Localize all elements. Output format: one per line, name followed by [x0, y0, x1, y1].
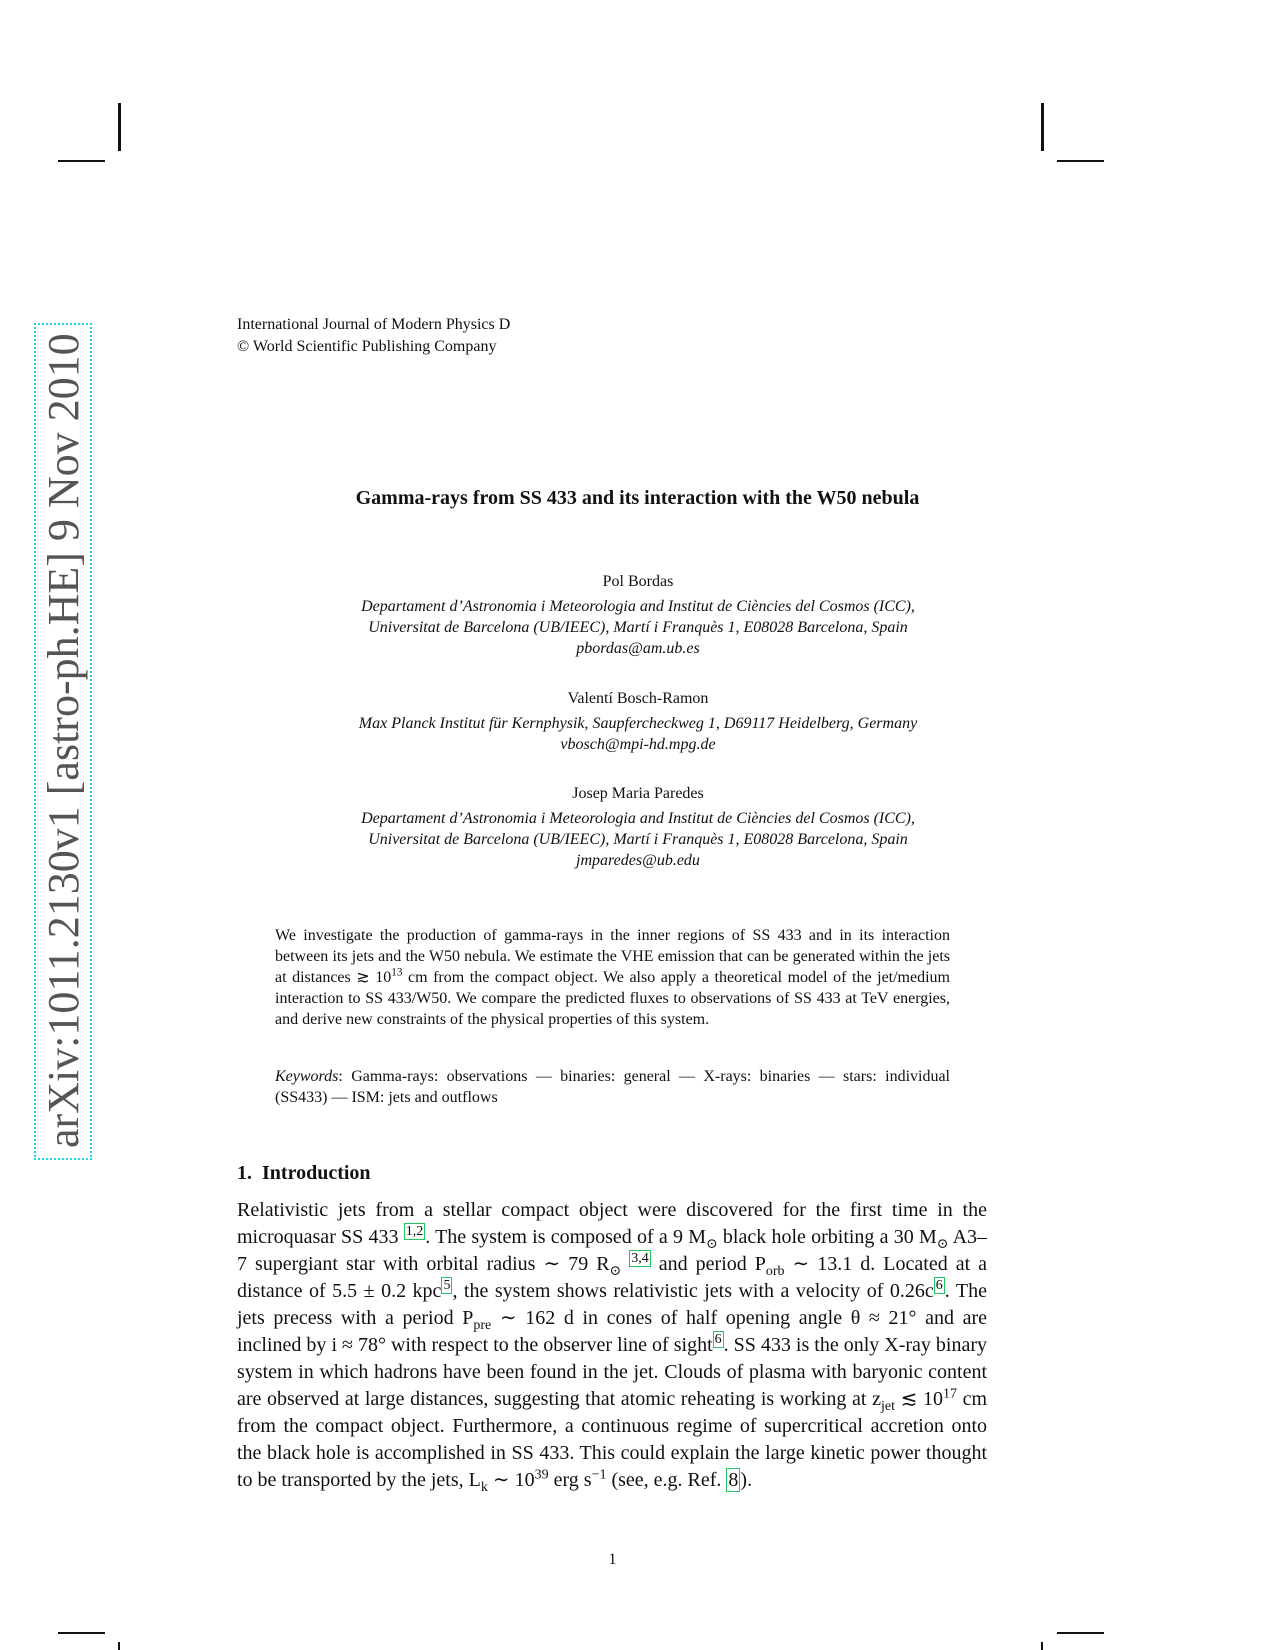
citation-link[interactable]: 1,2 [405, 1224, 424, 1240]
page-number: 1 [608, 1551, 617, 1568]
crop-mark [1041, 103, 1044, 151]
citation-link[interactable]: 6 [935, 1278, 943, 1294]
author-affiliation: Departament d’Astronomia i Meteorologia and Institut de Ciències del Cosmos (ICC), [361, 810, 915, 827]
keywords-text: : Gamma-rays: observations — binaries: general — X-rays: binaries — stars: individual (SS433) — ISM: jets and outflows [275, 1068, 950, 1106]
section-title: Introduction [262, 1162, 371, 1184]
author-affiliation: Universitat de Barcelona (UB/IEEC), Martí i Franquès 1, E08028 Barcelona, Spain [368, 619, 908, 636]
author-affiliation: Departament d’Astronomia i Meteorologia and Institut de Ciències del Cosmos (ICC), [361, 598, 915, 615]
crop-mark [1057, 160, 1104, 162]
author-block [238, 688, 1038, 755]
paper-title: Gamma-rays from SS 433 and its interaction with the W50 nebula [355, 487, 920, 509]
citation-link[interactable]: 8 [728, 1469, 739, 1491]
author-email[interactable]: pbordas@am.ub.es [576, 640, 700, 657]
author-email[interactable]: vbosch@mpi-hd.mpg.de [560, 736, 716, 753]
abstract-exponent: 13 [391, 966, 403, 979]
citation-link[interactable]: 6 [714, 1332, 722, 1348]
crop-mark [118, 103, 121, 151]
author-affiliation: Max Planck Institut für Kernphysik, Saupfercheckweg 1, D69117 Heidelberg, Germany [358, 715, 918, 732]
crop-mark [1041, 1642, 1043, 1650]
author-name: Valentí Bosch-Ramon [567, 690, 709, 707]
citation-link[interactable]: 3,4 [631, 1251, 649, 1267]
abstract-text: We investigate the production of gamma-rays in the inner regions of SS 433 and in its interaction between its jets and the W50 nebula. We estimate the VHE emission that can be generated within the jets at distances ≳ 10 [275, 927, 950, 986]
journal-header [237, 314, 510, 358]
section-number: 1. [237, 1162, 252, 1184]
author-block [238, 571, 1038, 659]
arxiv-stamp[interactable]: arXiv:1011.2130v1 [astro-ph.HE] 9 Nov 2010 [34, 323, 92, 1160]
keywords-label: Keywords [275, 1068, 339, 1085]
abstract-text: cm from the compact object. We also apply a theoretical model of the jet/medium interaction to SS 433/W50. We compare the predicted fluxes to observations of SS 433 at TeV energies, and derive new constraints of the physical properties of this system. [275, 969, 950, 1028]
section-heading [237, 1162, 371, 1185]
crop-mark [118, 1642, 120, 1650]
journal-name: International Journal of Modern Physics D [237, 316, 511, 333]
author-name: Josep Maria Paredes [572, 785, 704, 802]
author-email[interactable]: jmparedes@ub.edu [576, 852, 700, 869]
keywords [275, 1066, 950, 1108]
citation-link[interactable]: 5 [443, 1278, 451, 1294]
author-name: Pol Bordas [602, 573, 674, 590]
crop-mark [58, 160, 105, 162]
author-affiliation: Universitat de Barcelona (UB/IEEC), Martí i Franquès 1, E08028 Barcelona, Spain [368, 831, 908, 848]
journal-copyright: © World Scientific Publishing Company [237, 338, 497, 355]
crop-mark [1057, 1632, 1104, 1634]
abstract [275, 925, 950, 1030]
intro-paragraph: Relativistic jets from a stellar compact object were discovered for the first time in the microquasar SS 433 $^{1,2}$ . The system is composed of a 9 $M_⊙$ black hole orbiting a 30 $M_⊙$ A3–7 supergiant star with orbital radius ∼ 79 $R_⊙$ $^{3,4}$ and period $P_{orb}$ ∼ 13.1 d. Located at a distance of 5.5 ± 0.2 kpc $^5$ , the system shows relativistic jets with a velocity of 0.26c $^6$ . The jets precess with a period $P_{pre}$ ∼ 162 d in cones of half opening angle θ ≈ 21° and are inclined by i ≈ 78° with respect to the observer line of sight $^6$ . SS 433 is the only X-ray binary system in which hadrons have been found in the jet. Clouds of plasma with baryonic content are observed at large distances, suggesting that atomic reheating is working at $z_{jet}$ ≲ $10^{17}$ cm from the compact object. Furthermore, a continuous regime of supercritical accretion onto the black hole is accomplished in SS 433. This could explain the large kinetic power thought to be transported by the jets, $L_k$ ∼ $10^{39}$ erg $s^{-1}$ (see, e.g. Ref. 8 ). [237, 1199, 988, 1495]
crop-mark [58, 1632, 105, 1634]
author-block [238, 783, 1038, 871]
